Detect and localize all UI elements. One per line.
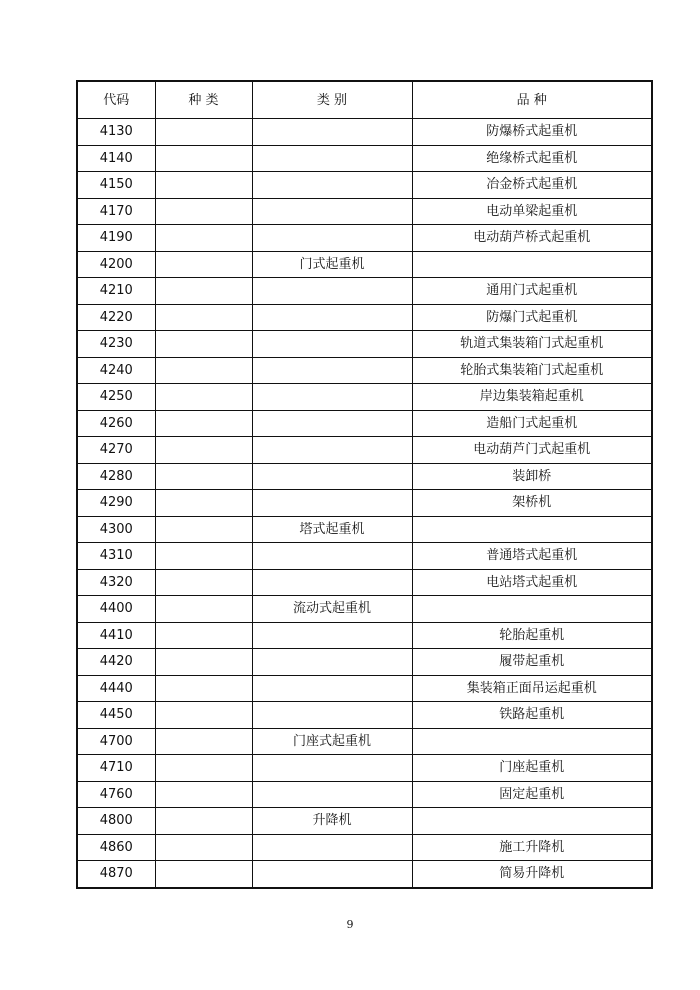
cell-variety: 轮胎起重机 bbox=[412, 622, 652, 649]
cell-code: 4270 bbox=[77, 437, 155, 464]
cell-code: 4220 bbox=[77, 304, 155, 331]
cell-variety: 电动葫芦桥式起重机 bbox=[412, 225, 652, 252]
table-row bbox=[77, 225, 652, 252]
cell-variety: 铁路起重机 bbox=[412, 702, 652, 729]
cell-class: 门座式起重机 bbox=[252, 728, 412, 755]
cell-kind bbox=[155, 437, 252, 464]
cell-kind bbox=[155, 516, 252, 543]
cell-code: 4260 bbox=[77, 410, 155, 437]
table-row bbox=[77, 808, 652, 835]
cell-kind bbox=[155, 357, 252, 384]
cell-code: 4300 bbox=[77, 516, 155, 543]
cell-class: 流动式起重机 bbox=[252, 596, 412, 623]
table-row bbox=[77, 119, 652, 146]
cell-class bbox=[252, 304, 412, 331]
header-variety: 品 种 bbox=[412, 81, 652, 119]
cell-class bbox=[252, 622, 412, 649]
table-row bbox=[77, 834, 652, 861]
cell-kind bbox=[155, 596, 252, 623]
cell-variety: 简易升降机 bbox=[412, 861, 652, 888]
cell-class bbox=[252, 490, 412, 517]
cell-code: 4760 bbox=[77, 781, 155, 808]
cell-class bbox=[252, 702, 412, 729]
cell-code: 4210 bbox=[77, 278, 155, 305]
cell-class: 塔式起重机 bbox=[252, 516, 412, 543]
table-row bbox=[77, 198, 652, 225]
cell-variety: 轨道式集装箱门式起重机 bbox=[412, 331, 652, 358]
header-class: 类 别 bbox=[252, 81, 412, 119]
table-row bbox=[77, 596, 652, 623]
table-row bbox=[77, 145, 652, 172]
cell-class: 升降机 bbox=[252, 808, 412, 835]
cell-kind bbox=[155, 675, 252, 702]
cell-kind bbox=[155, 543, 252, 570]
cell-variety: 架桥机 bbox=[412, 490, 652, 517]
cell-code: 4290 bbox=[77, 490, 155, 517]
table-body bbox=[77, 119, 652, 888]
cell-kind bbox=[155, 172, 252, 199]
table-row bbox=[77, 675, 652, 702]
cell-kind bbox=[155, 198, 252, 225]
table-row bbox=[77, 649, 652, 676]
header-row bbox=[77, 81, 652, 119]
cell-variety bbox=[412, 251, 652, 278]
table-row bbox=[77, 278, 652, 305]
cell-code: 4280 bbox=[77, 463, 155, 490]
table-row bbox=[77, 755, 652, 782]
cell-kind bbox=[155, 490, 252, 517]
cell-variety bbox=[412, 596, 652, 623]
table-row bbox=[77, 622, 652, 649]
cell-class bbox=[252, 198, 412, 225]
cell-variety: 通用门式起重机 bbox=[412, 278, 652, 305]
cell-kind bbox=[155, 463, 252, 490]
cell-class bbox=[252, 119, 412, 146]
equipment-code-table bbox=[76, 80, 653, 889]
cell-code: 4310 bbox=[77, 543, 155, 570]
cell-variety bbox=[412, 728, 652, 755]
cell-variety: 防爆桥式起重机 bbox=[412, 119, 652, 146]
table-header bbox=[77, 81, 652, 119]
cell-class bbox=[252, 569, 412, 596]
cell-variety: 门座起重机 bbox=[412, 755, 652, 782]
table-row bbox=[77, 781, 652, 808]
cell-kind bbox=[155, 861, 252, 888]
cell-variety: 冶金桥式起重机 bbox=[412, 172, 652, 199]
cell-code: 4150 bbox=[77, 172, 155, 199]
table-row bbox=[77, 384, 652, 411]
table-row bbox=[77, 437, 652, 464]
cell-variety: 集装箱正面吊运起重机 bbox=[412, 675, 652, 702]
cell-class: 门式起重机 bbox=[252, 251, 412, 278]
cell-variety bbox=[412, 808, 652, 835]
cell-variety bbox=[412, 516, 652, 543]
cell-variety: 防爆门式起重机 bbox=[412, 304, 652, 331]
cell-kind bbox=[155, 331, 252, 358]
cell-code: 4450 bbox=[77, 702, 155, 729]
cell-class bbox=[252, 861, 412, 888]
cell-variety: 施工升降机 bbox=[412, 834, 652, 861]
cell-class bbox=[252, 437, 412, 464]
cell-kind bbox=[155, 622, 252, 649]
page-number: 9 bbox=[346, 918, 354, 931]
cell-kind bbox=[155, 569, 252, 596]
cell-code: 4200 bbox=[77, 251, 155, 278]
cell-class bbox=[252, 675, 412, 702]
cell-kind bbox=[155, 278, 252, 305]
cell-class bbox=[252, 781, 412, 808]
table-row bbox=[77, 728, 652, 755]
cell-class bbox=[252, 225, 412, 252]
header-kind: 种 类 bbox=[155, 81, 252, 119]
cell-variety: 电动单梁起重机 bbox=[412, 198, 652, 225]
cell-kind bbox=[155, 225, 252, 252]
cell-class bbox=[252, 357, 412, 384]
cell-code: 4420 bbox=[77, 649, 155, 676]
cell-code: 4320 bbox=[77, 569, 155, 596]
cell-kind bbox=[155, 728, 252, 755]
cell-class bbox=[252, 145, 412, 172]
table-row bbox=[77, 251, 652, 278]
cell-code: 4230 bbox=[77, 331, 155, 358]
cell-variety: 电动葫芦门式起重机 bbox=[412, 437, 652, 464]
cell-kind bbox=[155, 119, 252, 146]
cell-variety: 固定起重机 bbox=[412, 781, 652, 808]
cell-kind bbox=[155, 781, 252, 808]
header-code: 代码 bbox=[77, 81, 155, 119]
cell-code: 4170 bbox=[77, 198, 155, 225]
cell-code: 4250 bbox=[77, 384, 155, 411]
cell-class bbox=[252, 384, 412, 411]
cell-variety: 履带起重机 bbox=[412, 649, 652, 676]
table-row bbox=[77, 861, 652, 888]
cell-code: 4140 bbox=[77, 145, 155, 172]
cell-kind bbox=[155, 251, 252, 278]
cell-kind bbox=[155, 410, 252, 437]
cell-code: 4710 bbox=[77, 755, 155, 782]
table-row bbox=[77, 357, 652, 384]
cell-kind bbox=[155, 808, 252, 835]
cell-class bbox=[252, 331, 412, 358]
table-row bbox=[77, 304, 652, 331]
cell-code: 4240 bbox=[77, 357, 155, 384]
cell-code: 4800 bbox=[77, 808, 155, 835]
cell-class bbox=[252, 463, 412, 490]
cell-kind bbox=[155, 649, 252, 676]
cell-code: 4440 bbox=[77, 675, 155, 702]
cell-code: 4870 bbox=[77, 861, 155, 888]
cell-code: 4860 bbox=[77, 834, 155, 861]
cell-class bbox=[252, 543, 412, 570]
cell-variety: 普通塔式起重机 bbox=[412, 543, 652, 570]
cell-variety: 绝缘桥式起重机 bbox=[412, 145, 652, 172]
cell-kind bbox=[155, 702, 252, 729]
cell-variety: 装卸桥 bbox=[412, 463, 652, 490]
cell-class bbox=[252, 278, 412, 305]
cell-kind bbox=[155, 755, 252, 782]
cell-kind bbox=[155, 384, 252, 411]
table-row bbox=[77, 543, 652, 570]
cell-kind bbox=[155, 834, 252, 861]
table-row bbox=[77, 516, 652, 543]
cell-code: 4410 bbox=[77, 622, 155, 649]
cell-variety: 轮胎式集装箱门式起重机 bbox=[412, 357, 652, 384]
cell-class bbox=[252, 755, 412, 782]
table-row bbox=[77, 463, 652, 490]
cell-kind bbox=[155, 145, 252, 172]
cell-code: 4400 bbox=[77, 596, 155, 623]
cell-variety: 岸边集装箱起重机 bbox=[412, 384, 652, 411]
cell-class bbox=[252, 410, 412, 437]
cell-class bbox=[252, 172, 412, 199]
cell-class bbox=[252, 649, 412, 676]
table-row bbox=[77, 331, 652, 358]
table-row bbox=[77, 569, 652, 596]
table-row bbox=[77, 172, 652, 199]
cell-variety: 电站塔式起重机 bbox=[412, 569, 652, 596]
cell-code: 4700 bbox=[77, 728, 155, 755]
cell-code: 4190 bbox=[77, 225, 155, 252]
cell-variety: 造船门式起重机 bbox=[412, 410, 652, 437]
table-row bbox=[77, 490, 652, 517]
table-row bbox=[77, 702, 652, 729]
cell-kind bbox=[155, 304, 252, 331]
cell-code: 4130 bbox=[77, 119, 155, 146]
cell-class bbox=[252, 834, 412, 861]
table-row bbox=[77, 410, 652, 437]
